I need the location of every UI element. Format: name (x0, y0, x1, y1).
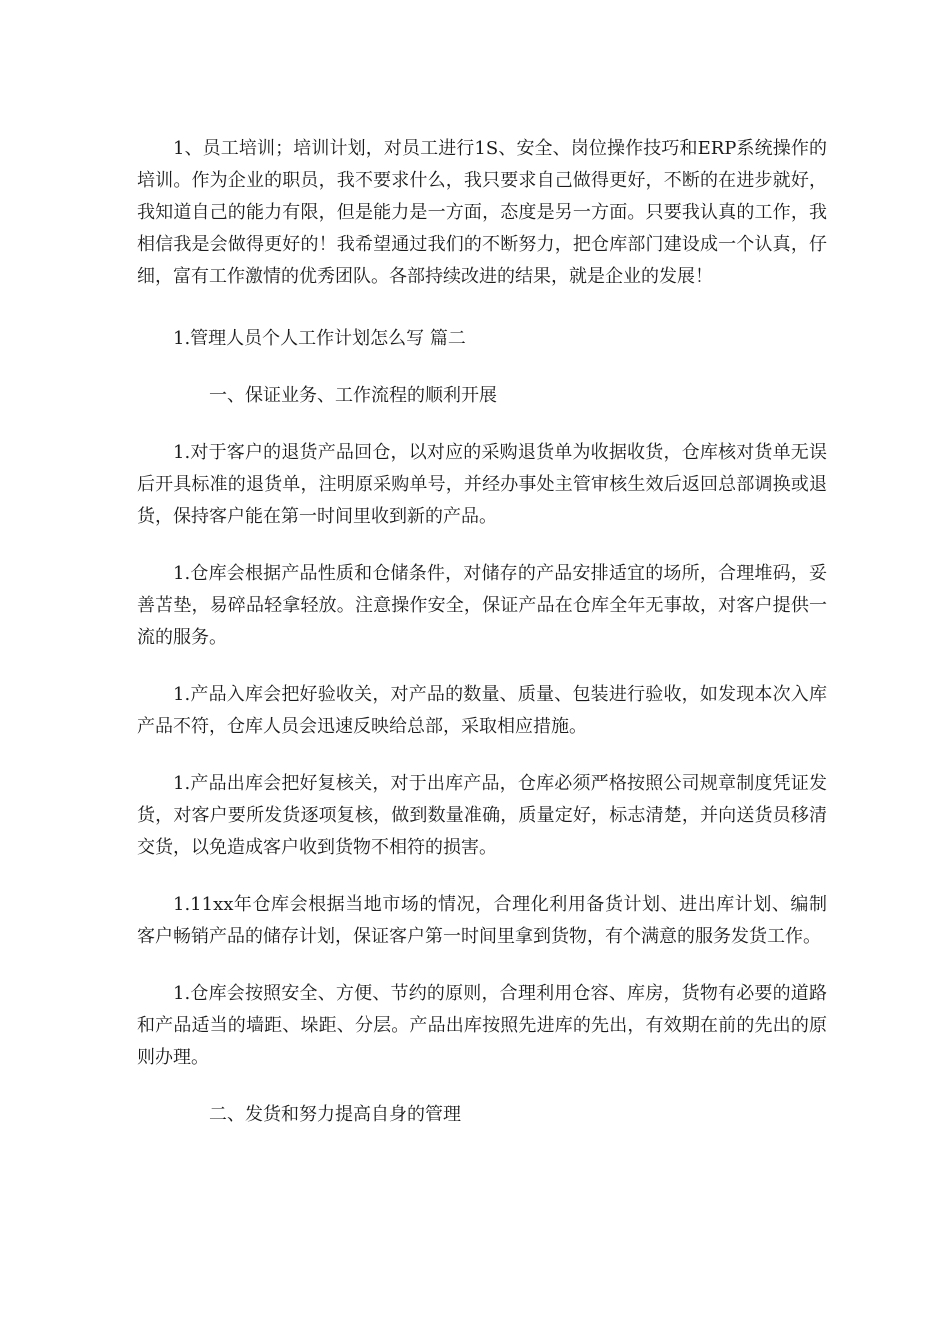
paragraph-planning: 1.11xx年仓库会根据当地市场的情况，合理化利用备货计划、进出库计划、编制客户畅销产品的储存计划，保证客户第一时间里拿到货物，有个满意的服务发货工作。 (137, 894, 827, 947)
paragraph-inbound-inspection: 1.产品入库会把好验收关，对产品的数量、质量、包装进行验收，如发现本次入库产品不符，仓库人员会迅速反映给总部，采取相应措施。 (137, 684, 827, 737)
paragraph-warehouse-principles: 1.仓库会按照安全、方便、节约的原则，合理利用仓容、库房，货物有必要的道路和产品适当的墙距、垛距、分层。产品出库按照先进库的先出，有效期在前的先出的原则办理。 (137, 983, 827, 1068)
section-title-part-two: 1.管理人员个人工作计划怎么写 篇二 (173, 328, 466, 349)
paragraph-outbound-check: 1.产品出库会把好复核关，对于出库产品，仓库必须严格按照公司规章制度凭证发货，对客户要所发货逐项复核，做到数量准确，质量定好，标志清楚，并向送货员移清交货，以免造成客户收到货物不相符的损害。 (137, 773, 827, 858)
paragraph-returns: 1.对于客户的退货产品回仓，以对应的采购退货单为收据收货，仓库核对货单无误后开具标准的退货单，注明原采购单号，并经办事处主管审核生效后返回总部调换或退货，保持客户能在第一时间里收到新的产品。 (137, 442, 827, 527)
document-body (137, 133, 827, 1156)
section-heading-workflow: 一、保证业务、工作流程的顺利开展 (209, 385, 497, 406)
section-heading-shipping: 二、发货和努力提高自身的管理 (209, 1104, 461, 1125)
paragraph-storage: 1.仓库会根据产品性质和仓储条件，对储存的产品安排适宜的场所，合理堆码，妥善苫垫，易碎品轻拿轻放。注意操作安全，保证产品在仓库全年无事故，对客户提供一流的服务。 (137, 563, 827, 648)
paragraph-employee-training: 1、员工培训；培训计划，对员工进行1S、安全、岗位操作技巧和ERP系统操作的培训。作为企业的职员，我不要求什么，我只要求自己做得更好，不断的在进步就好，我知道自己的能力有限，但是能力是一方面，态度是另一方面。只要我认真的工作，我相信我是会做得更好的！我希望通过我们的不断努力，把仓库部门建设成一个认真，仔细，富有工作激情的优秀团队。各部持续改进的结果，就是企业的发展！ (137, 138, 827, 287)
